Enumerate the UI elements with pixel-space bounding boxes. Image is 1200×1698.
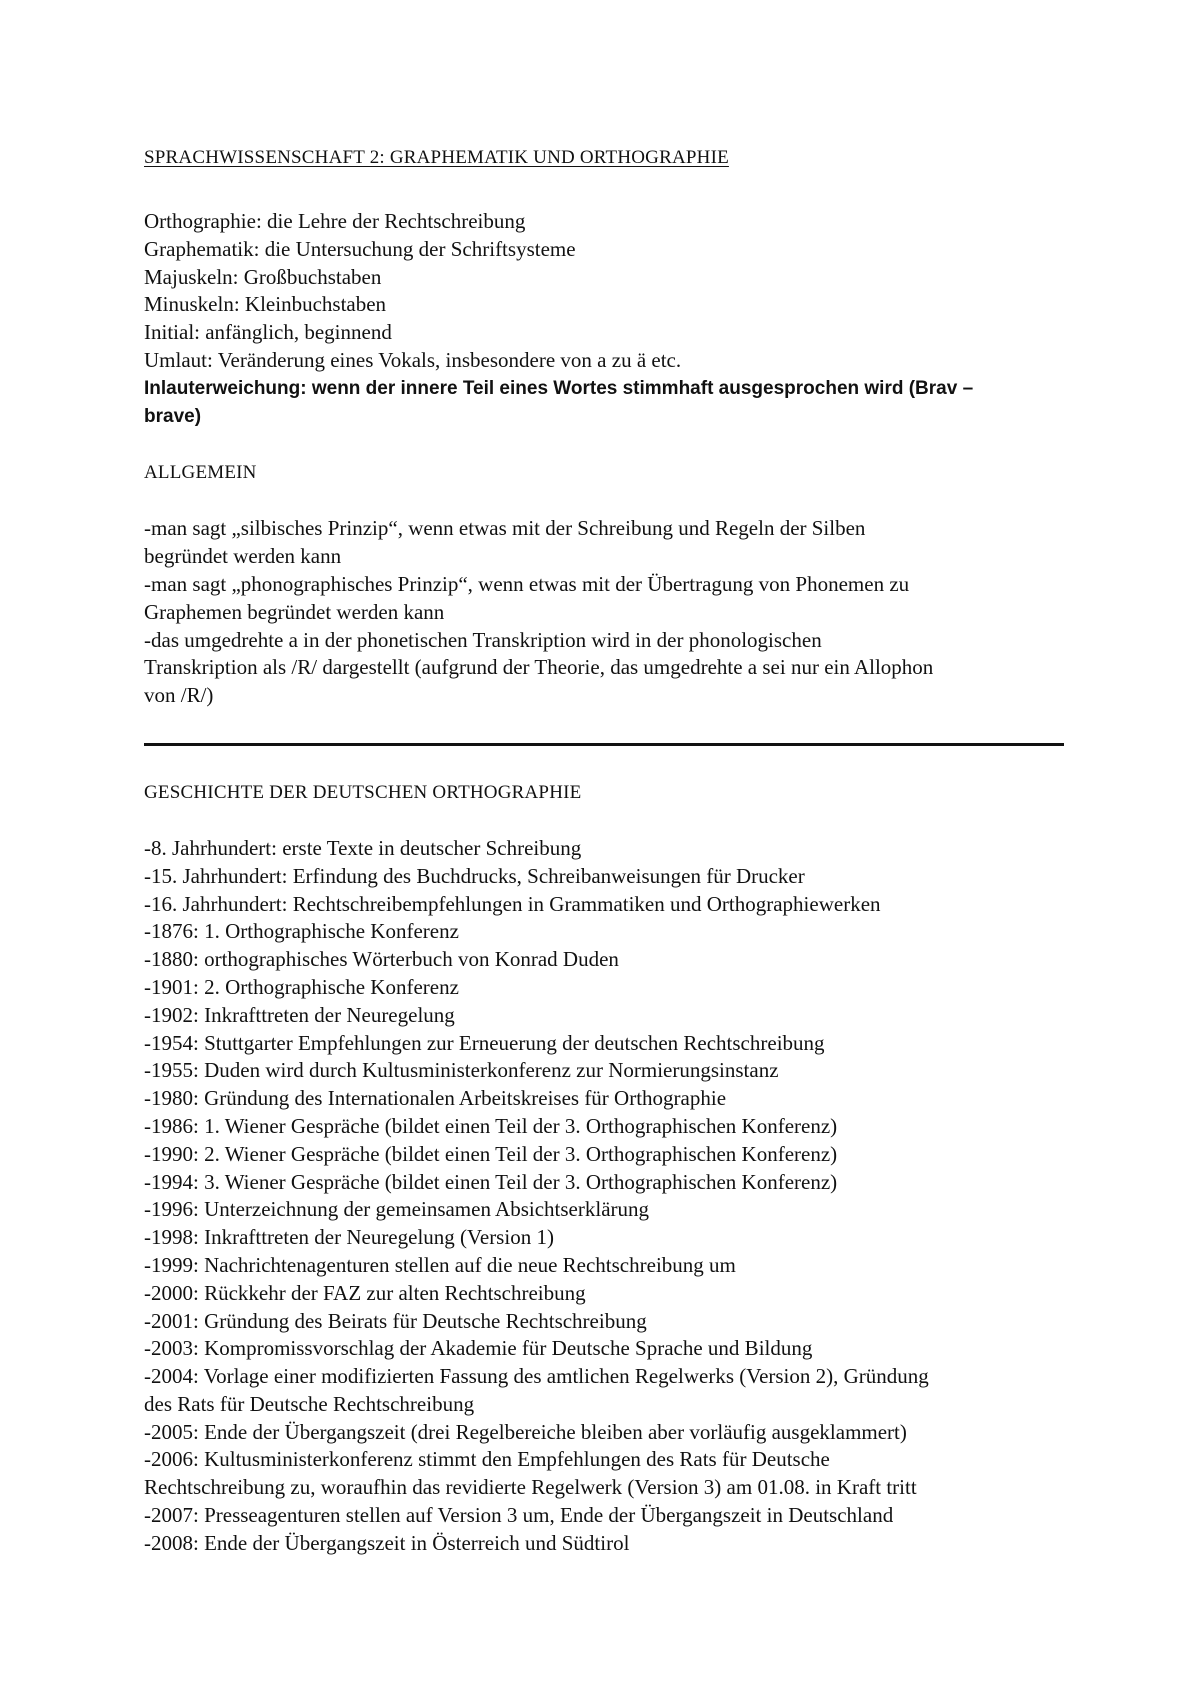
timeline-line: -2008: Ende der Übergangszeit in Österreich und Südtirol xyxy=(144,1530,630,1555)
timeline-line: -16. Jahrhundert: Rechtschreibempfehlungen in Grammatiken und Orthographiewerken xyxy=(144,891,881,916)
section-heading-allgemein: ALLGEMEIN xyxy=(144,462,257,484)
geschichte-block xyxy=(144,835,1064,1558)
timeline-line: -1980: Gründung des Internationalen Arbeitskreises für Orthographie xyxy=(144,1086,727,1111)
section-heading-geschichte: GESCHICHTE DER DEUTSCHEN ORTHOGRAPHIE xyxy=(144,781,582,803)
timeline-line: -15. Jahrhundert: Erfindung des Buchdrucks, Schreibanweisungen für Drucker xyxy=(144,863,805,888)
allgemein-line: begründet werden kann xyxy=(144,544,342,569)
timeline-line: -1902: Inkrafttreten der Neuregelung xyxy=(144,1002,455,1027)
timeline-line: -1955: Duden wird durch Kultusministerkonferenz zur Normierungsinstanz xyxy=(144,1058,779,1083)
timeline-line: -2004: Vorlage einer modifizierten Fassung des amtlichen Regelwerks (Version 2), Gründung xyxy=(144,1364,929,1389)
allgemein-line: Graphemen begründet werden kann xyxy=(144,599,445,624)
timeline-line: -2001: Gründung des Beirats für Deutsche Rechtschreibung xyxy=(144,1308,647,1333)
definition-line: Majuskeln: Großbuchstaben xyxy=(144,264,382,289)
allgemein-line: Transkription als /R/ dargestellt (aufgrund der Theorie, das umgedrehte a sei nur ein Allophon xyxy=(144,655,934,680)
allgemein-line: -das umgedrehte a in der phonetischen Transkription wird in der phonologischen xyxy=(144,627,822,652)
timeline-line: -1876: 1. Orthographische Konferenz xyxy=(144,919,459,944)
definition-line: Graphematik: die Untersuchung der Schriftsysteme xyxy=(144,236,576,261)
timeline-line: -2003: Kompromissvorschlag der Akademie für Deutsche Sprache und Bildung xyxy=(144,1336,813,1361)
definition-line: Umlaut: Veränderung eines Vokals, insbesondere von a zu ä etc. xyxy=(144,347,682,372)
bold-definition-line: brave) xyxy=(144,405,202,427)
timeline-line: des Rats für Deutsche Rechtschreibung xyxy=(144,1391,475,1416)
timeline-line: Rechtschreibung zu, woraufhin das revidierte Regelwerk (Version 3) am 01.08. in Kraft tritt xyxy=(144,1475,917,1500)
timeline-line: -1996: Unterzeichnung der gemeinsamen Absichtserklärung xyxy=(144,1197,650,1222)
allgemein-block xyxy=(144,515,1064,710)
timeline-line: -2007: Presseagenturen stellen auf Version 3 um, Ende der Übergangszeit in Deutschland xyxy=(144,1503,894,1528)
document-title: SPRACHWISSENSCHAFT 2: GRAPHEMATIK UND ORTHOGRAPHIE xyxy=(144,147,729,168)
timeline-line: -8. Jahrhundert: erste Texte in deutscher Schreibung xyxy=(144,835,582,860)
document-page xyxy=(144,144,1064,1558)
timeline-line: -1954: Stuttgarter Empfehlungen zur Erneuerung der deutschen Rechtschreibung xyxy=(144,1030,825,1055)
timeline-line: -1990: 2. Wiener Gespräche (bildet einen Teil der 3. Orthographischen Konferenz) xyxy=(144,1141,838,1166)
timeline-line: -2006: Kultusministerkonferenz stimmt den Empfehlungen des Rats für Deutsche xyxy=(144,1447,830,1472)
definitions-block xyxy=(144,208,1064,430)
timeline-line: -2005: Ende der Übergangszeit (drei Regelbereiche bleiben aber vorläufig ausgeklammert) xyxy=(144,1419,907,1444)
timeline-line: -1986: 1. Wiener Gespräche (bildet einen Teil der 3. Orthographischen Konferenz) xyxy=(144,1113,838,1138)
timeline-line: -1998: Inkrafttreten der Neuregelung (Version 1) xyxy=(144,1225,554,1250)
definition-line: Orthographie: die Lehre der Rechtschreibung xyxy=(144,209,526,233)
definition-line: Initial: anfänglich, beginnend xyxy=(144,320,392,345)
horizontal-divider xyxy=(144,743,1064,746)
definition-line: Minuskeln: Kleinbuchstaben xyxy=(144,292,387,317)
allgemein-line: -man sagt „silbisches Prinzip“, wenn etwas mit der Schreibung und Regeln der Silben xyxy=(144,516,866,541)
bold-definition-line: Inlauterweichung: wenn der innere Teil eines Wortes stimmhaft ausgesprochen wird (Brav – xyxy=(144,377,974,399)
allgemein-line: -man sagt „phonographisches Prinzip“, wenn etwas mit der Übertragung von Phonemen zu xyxy=(144,571,910,596)
timeline-line: -1999: Nachrichtenagenturen stellen auf die neue Rechtschreibung um xyxy=(144,1252,736,1277)
allgemein-line: von /R/) xyxy=(144,683,214,708)
timeline-line: -1994: 3. Wiener Gespräche (bildet einen Teil der 3. Orthographischen Konferenz) xyxy=(144,1169,838,1194)
timeline-line: -2000: Rückkehr der FAZ zur alten Rechtschreibung xyxy=(144,1280,586,1305)
timeline-line: -1880: orthographisches Wörterbuch von Konrad Duden xyxy=(144,947,619,972)
timeline-line: -1901: 2. Orthographische Konferenz xyxy=(144,974,459,999)
